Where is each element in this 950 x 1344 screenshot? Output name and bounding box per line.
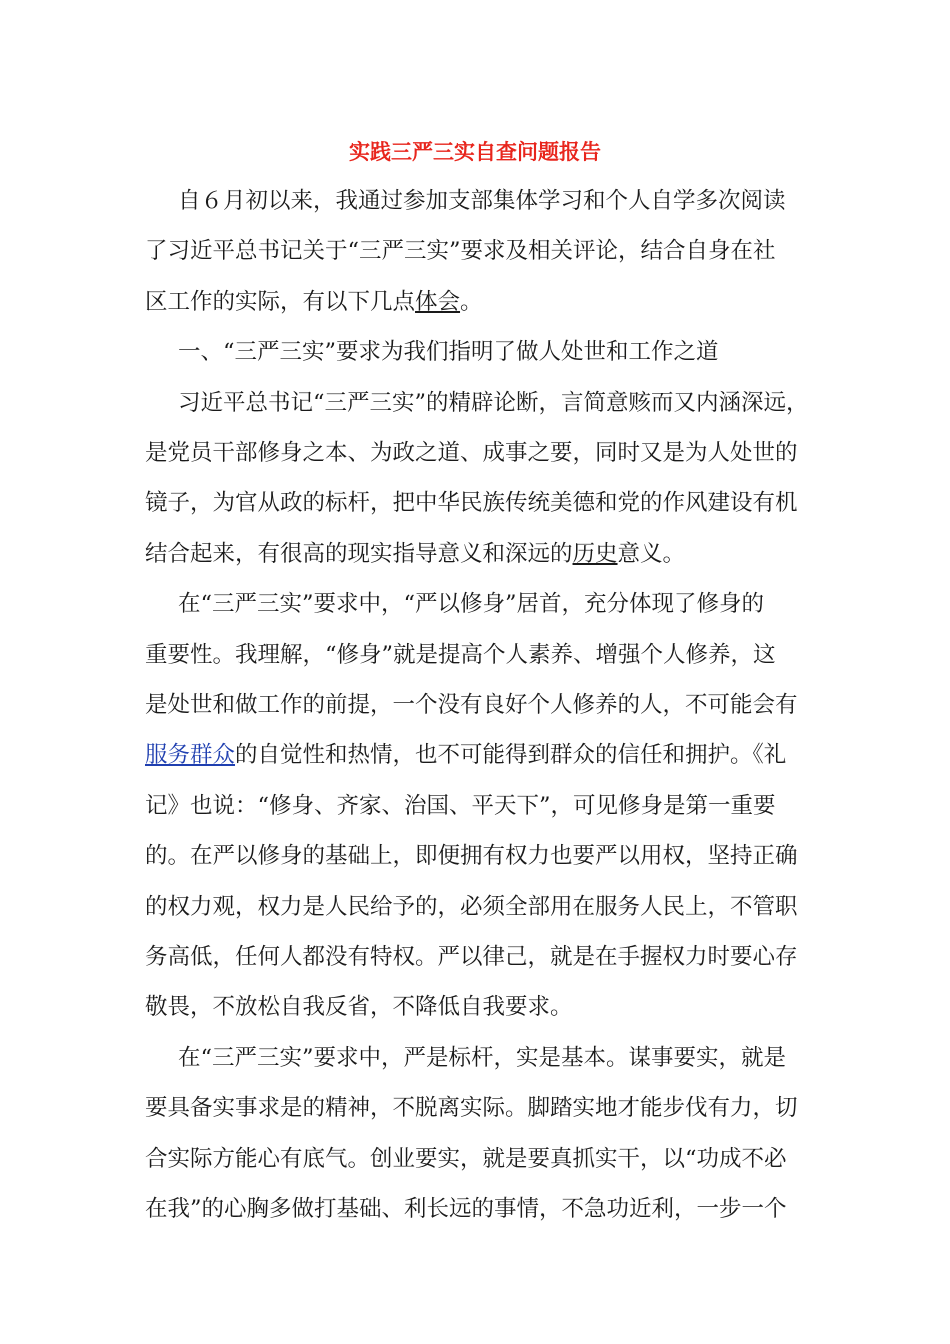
paragraph-first-line bbox=[178, 327, 719, 377]
paragraph-line bbox=[145, 982, 573, 1032]
text-run: 是处世和做工作的前提，一个没有良好个人修养的人，不可能会有 bbox=[145, 692, 798, 718]
paragraph-first-line bbox=[178, 1033, 786, 1083]
paragraph-line bbox=[145, 226, 776, 276]
text-run: 一、“三严三实”要求为我们指明了做人处世和工作之道 bbox=[178, 339, 719, 366]
paragraph-line bbox=[145, 781, 776, 831]
inline-link[interactable]: 服务群众 bbox=[145, 742, 236, 769]
text-run: 。 bbox=[460, 288, 483, 315]
text-run: 合实际方能心有底气。创业要实，就是要真抓实干，以“功成不必 bbox=[145, 1145, 787, 1172]
paragraph-line bbox=[145, 529, 685, 579]
text-run: 的自觉性和热情，也不可能得到群众的信任和拥护。《礼 bbox=[235, 742, 787, 769]
text-run: 习近平总书记“三严三实”的精辟论断，言简意赅而又内涵深远， bbox=[178, 389, 809, 416]
text-run: 记》也说：“修身、齐家、治国、平天下”，可见修身是第一重要 bbox=[145, 792, 776, 819]
text-run: 镜子，为官从政的标杆，把中华民族传统美德和党的作风建设有机 bbox=[145, 490, 798, 517]
text-run: 重要性。我理解，“修身”就是提高个人素养、增强个人修养，这 bbox=[145, 641, 776, 668]
paragraph-line bbox=[145, 730, 786, 780]
text-run: 自６月初以来，我通过参加支部集体学习和个人自学多次阅读 bbox=[178, 188, 786, 214]
paragraph-line bbox=[145, 277, 483, 327]
underlined-term: 体会 bbox=[415, 288, 461, 315]
text-run: 结合起来，有很高的现实指导意义和深远的 bbox=[145, 540, 573, 567]
text-run: 区工作的实际，有以下几点 bbox=[145, 288, 416, 315]
paragraph-line bbox=[145, 1134, 787, 1184]
page-title: 实践三严三实自查问题报告 bbox=[349, 139, 601, 164]
paragraph-line bbox=[145, 882, 798, 932]
text-run: 敬畏，不放松自我反省，不降低自我要求。 bbox=[145, 994, 573, 1021]
text-run: 意义。 bbox=[617, 540, 686, 567]
text-run: 在“三严三实”要求中，“严以修身”居首，充分体现了修身的 bbox=[178, 591, 765, 618]
paragraph-first-line bbox=[178, 579, 764, 629]
text-run: 的权力观，权力是人民给予的，必须全部用在服务人民上，不管职 bbox=[145, 893, 798, 920]
paragraph-first-line bbox=[178, 378, 809, 428]
paragraph-line bbox=[145, 630, 776, 680]
paragraph-line bbox=[145, 831, 798, 881]
paragraph-line bbox=[145, 932, 798, 982]
paragraph-line bbox=[145, 478, 798, 528]
text-run: 务高低，任何人都没有特权。严以律己，就是在手握权力时要心存 bbox=[145, 944, 798, 970]
paragraph-line bbox=[145, 428, 798, 478]
paragraph-line bbox=[145, 1184, 787, 1234]
paragraph-line bbox=[145, 680, 798, 730]
text-run: 的。在严以修身的基础上，即便拥有权力也要严以用权，坚持正确 bbox=[145, 843, 798, 870]
paragraph-line bbox=[145, 1083, 798, 1133]
text-run: 要具备实事求是的精神，不脱离实际。脚踏实地才能步伐有力，切 bbox=[145, 1095, 798, 1122]
text-run: 了习近平总书记关于“三严三实”要求及相关评论，结合自身在社 bbox=[145, 238, 776, 265]
underlined-term: 历史 bbox=[572, 540, 618, 567]
paragraph-first-line bbox=[178, 176, 786, 226]
text-run: 在我”的心胸多做打基础、利长远的事情，不急功近利，一步一个 bbox=[145, 1196, 787, 1222]
text-run: 在“三严三实”要求中，严是标杆，实是基本。谋事要实，就是 bbox=[178, 1044, 787, 1071]
text-run: 是党员干部修身之本、为政之道、成事之要，同时又是为人处世的 bbox=[145, 440, 798, 466]
